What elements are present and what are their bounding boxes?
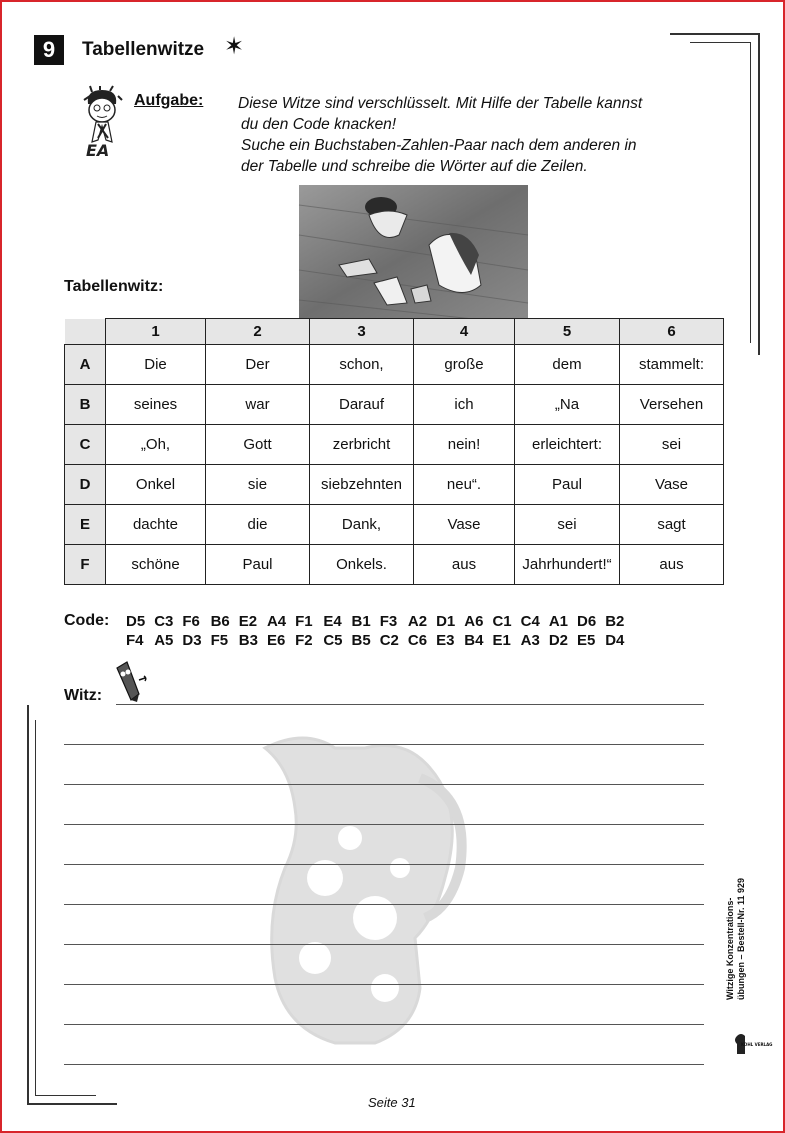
column-header: 2 xyxy=(206,319,310,345)
column-header: 6 xyxy=(620,319,724,345)
table-cell: Die xyxy=(106,345,206,385)
code-item: C4 xyxy=(520,613,540,630)
table-cell: sagt xyxy=(620,505,724,545)
column-header: 4 xyxy=(414,319,515,345)
publisher-note xyxy=(725,878,747,1000)
code-item: C5 xyxy=(323,632,343,649)
table-cell: Onkel xyxy=(106,465,206,505)
code-item: C2 xyxy=(379,632,399,649)
task-line: Suche ein Buchstaben-Zahlen-Paar nach dem anderen in xyxy=(241,137,637,154)
row-header: D xyxy=(65,465,106,505)
code-item: D2 xyxy=(548,632,568,649)
table-cell: aus xyxy=(414,545,515,585)
table-cell: schon, xyxy=(310,345,414,385)
table-cell: Paul xyxy=(515,465,620,505)
column-header: 5 xyxy=(515,319,620,345)
task-instructions xyxy=(238,93,708,177)
table-cell: zerbricht xyxy=(310,425,414,465)
code-item: B2 xyxy=(605,613,625,630)
table-cell: Der xyxy=(206,345,310,385)
table-cell: „Oh, xyxy=(106,425,206,465)
row-header: A xyxy=(65,345,106,385)
table-cell: sie xyxy=(206,465,310,505)
corner-decoration-bottom-left-inner xyxy=(35,720,96,1096)
figure-label: EA xyxy=(86,141,110,160)
code-item: E4 xyxy=(323,613,342,630)
table-cell: Jahrhundert!“ xyxy=(515,545,620,585)
table-cell: Versehen xyxy=(620,385,724,425)
table-cell: war xyxy=(206,385,310,425)
code-item: F3 xyxy=(379,613,398,630)
page-number: Seite 31 xyxy=(368,1095,416,1110)
pencil-mascot-icon xyxy=(111,660,149,704)
code-item: A2 xyxy=(407,613,428,630)
code-item: C1 xyxy=(492,613,512,630)
code-line-2 xyxy=(126,632,633,649)
student-figure-icon xyxy=(78,86,126,160)
table-cell: Onkels. xyxy=(310,545,414,585)
vase-watermark-icon xyxy=(245,728,475,1048)
answer-line[interactable] xyxy=(64,984,704,985)
code-item: D6 xyxy=(577,613,597,630)
table-row xyxy=(65,345,724,385)
logo-text: KOHL VERLAG xyxy=(741,1042,773,1047)
table-cell: seines xyxy=(106,385,206,425)
task-line: der Tabelle und schreibe die Wörter auf die Zeilen. xyxy=(241,158,588,175)
code-item: E6 xyxy=(266,632,286,649)
witz-label: Witz: xyxy=(64,687,103,704)
code-item: F2 xyxy=(295,632,313,649)
code-item: A4 xyxy=(266,613,287,630)
row-header: B xyxy=(65,385,106,425)
table-row xyxy=(65,505,724,545)
code-item: B6 xyxy=(210,613,230,630)
code-item: A5 xyxy=(154,632,174,649)
code-item: E5 xyxy=(577,632,596,649)
code-item: C6 xyxy=(407,632,428,649)
code-item: E2 xyxy=(238,613,258,630)
table-cell: aus xyxy=(620,545,724,585)
publisher-logo-icon xyxy=(731,1030,773,1058)
code-item: B3 xyxy=(238,632,258,649)
table-corner xyxy=(65,319,106,345)
page-title: Tabellenwitze xyxy=(82,39,205,60)
table-cell: dachte xyxy=(106,505,206,545)
task-line: Diese Witze sind verschlüsselt. Mit Hilfe der Tabelle kannst xyxy=(238,95,643,112)
code-item: A3 xyxy=(520,632,540,649)
table-row xyxy=(65,545,724,585)
code-item: F4 xyxy=(126,632,144,649)
code-label: Code: xyxy=(64,612,110,629)
table-row xyxy=(65,465,724,505)
column-header: 1 xyxy=(106,319,206,345)
table-header-row xyxy=(65,319,724,345)
code-item: F1 xyxy=(295,613,313,630)
table-cell: Paul xyxy=(206,545,310,585)
broken-vase-photo xyxy=(299,185,528,318)
table-cell: dem xyxy=(515,345,620,385)
table-cell: große xyxy=(414,345,515,385)
code-table xyxy=(64,318,724,585)
code-item: B4 xyxy=(464,632,484,649)
table-cell: Vase xyxy=(620,465,724,505)
row-header: C xyxy=(65,425,106,465)
code-item: D1 xyxy=(436,613,456,630)
answer-line[interactable] xyxy=(64,864,704,865)
task-label: Aufgabe: xyxy=(134,92,204,109)
code-item: D3 xyxy=(182,632,202,649)
answer-line[interactable] xyxy=(64,784,704,785)
code-item: A6 xyxy=(464,613,484,630)
table-row xyxy=(65,385,724,425)
answer-line[interactable] xyxy=(64,744,704,745)
answer-line[interactable] xyxy=(64,1064,704,1065)
code-item: D5 xyxy=(126,613,146,630)
code-item: E3 xyxy=(436,632,455,649)
row-header: F xyxy=(65,545,106,585)
code-item: B5 xyxy=(351,632,371,649)
publisher-line: übungen – Bestell-Nr. 11 929 xyxy=(736,877,746,1000)
table-cell: erleichtert: xyxy=(515,425,620,465)
corner-decoration-top-right-inner xyxy=(690,42,751,343)
table-cell: nein! xyxy=(414,425,515,465)
table-row xyxy=(65,425,724,465)
answer-line[interactable] xyxy=(116,704,704,705)
task-line: du den Code knacken! xyxy=(241,116,397,133)
table-cell: Vase xyxy=(414,505,515,545)
answer-line[interactable] xyxy=(64,904,704,905)
table-cell: ich xyxy=(414,385,515,425)
table-label: Tabellenwitz: xyxy=(64,278,164,295)
table-cell: „Na xyxy=(515,385,620,425)
code-item: F5 xyxy=(210,632,229,649)
code-item: E1 xyxy=(492,632,511,649)
table-cell: Gott xyxy=(206,425,310,465)
difficulty-star-icon: ✶ xyxy=(224,33,245,60)
row-header: E xyxy=(65,505,106,545)
exercise-number: 9 xyxy=(34,35,64,65)
code-item: A1 xyxy=(548,613,568,630)
table-cell: sei xyxy=(515,505,620,545)
table-cell: Dank, xyxy=(310,505,414,545)
code-item: B1 xyxy=(351,613,371,630)
code-line-1 xyxy=(126,613,633,630)
table-cell: sei xyxy=(620,425,724,465)
table-cell: die xyxy=(206,505,310,545)
code-item: D4 xyxy=(605,632,625,649)
answer-line[interactable] xyxy=(64,1024,704,1025)
answer-line[interactable] xyxy=(64,944,704,945)
code-item: C3 xyxy=(154,613,174,630)
publisher-line: Witzige Konzentrations- xyxy=(725,897,735,1000)
answer-line[interactable] xyxy=(64,824,704,825)
table-cell: stammelt: xyxy=(620,345,724,385)
table-cell: Darauf xyxy=(310,385,414,425)
table-cell: neu“. xyxy=(414,465,515,505)
column-header: 3 xyxy=(310,319,414,345)
table-cell: schöne xyxy=(106,545,206,585)
table-cell: siebzehnten xyxy=(310,465,414,505)
code-item: F6 xyxy=(182,613,200,630)
